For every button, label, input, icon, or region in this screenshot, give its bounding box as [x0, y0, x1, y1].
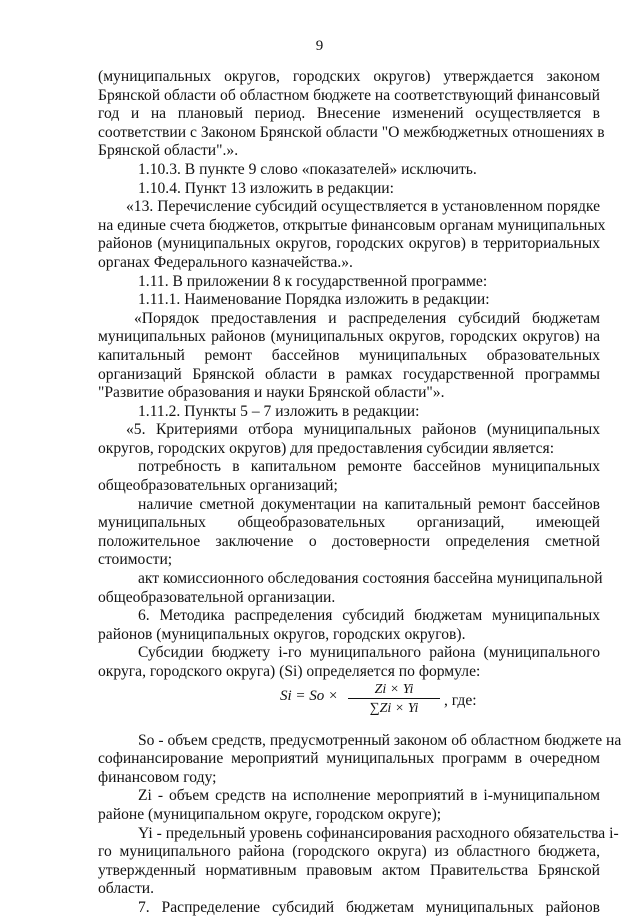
- paragraph-line: муниципальных районов (муниципальных округов, городских округов) на: [98, 328, 600, 346]
- paragraph-line: округа, городского округа) (Si) определяется по формуле:: [98, 663, 481, 680]
- paragraph-line: стоимости;: [98, 551, 173, 569]
- paragraph-line: положительное заключение о достоверности определения сметной: [98, 532, 600, 550]
- paragraph-line: 1.11.2. Пункты 5 – 7 изложить в редакции:: [138, 402, 420, 420]
- paragraph-line: Субсидии бюджету i-го муниципального района (муниципального: [138, 644, 600, 662]
- paragraph-line: финансовом году;: [98, 768, 217, 786]
- paragraph-line: районов (муниципальных округов, городских округов).: [98, 625, 466, 643]
- paragraph-line: наличие сметной документации на капитальный ремонт бассейнов: [138, 495, 600, 513]
- formula: [98, 682, 600, 732]
- paragraph-line: Zi - объем средств на исполнение мероприятий в i-муниципальном: [138, 787, 600, 805]
- paragraph-line: го муниципального района (городского округа) из областного бюджета,: [98, 843, 600, 861]
- paragraph-line: Брянской области".».: [98, 142, 239, 160]
- formula-fraction: [348, 682, 440, 719]
- paragraph-line: районе (муниципальном округе, городском округе);: [98, 805, 442, 823]
- paragraph-line: «13. Перечисление субсидий осуществляется в установленном порядке: [126, 198, 600, 216]
- paragraph-line: 1.10.3. В пункте 9 слово «показателей» исключить.: [138, 160, 477, 178]
- document-body: [98, 68, 622, 918]
- formula-denominator: ∑Zi × Yi: [369, 700, 419, 716]
- paragraph-line: Брянской области об областном бюджете на соответствующий финансовый: [98, 86, 600, 104]
- paragraph-line: So - объем средств, предусмотренный законом об областном бюджете на: [138, 731, 622, 749]
- paragraph-line: Yi - предельный уровень софинансирования расходного обязательства i-: [138, 824, 619, 842]
- paragraph-line: общеобразовательных организаций;: [98, 477, 338, 495]
- paragraph-line: «5. Критериями отбора муниципальных районов (муниципальных: [126, 421, 600, 439]
- paragraph-line: "Развитие образования и науки Брянской области"».: [98, 384, 445, 402]
- paragraph-line: районов (муниципальных округов, городских округов) в территориальных: [98, 235, 600, 253]
- paragraph-line: 7. Распределение субсидий бюджетам муниципальных районов: [138, 898, 600, 916]
- paragraph-line: округов, городских округов) для предоставления субсидии является:: [98, 439, 555, 457]
- paragraph-line: (муниципальных округов, городских округов) утверждается законом: [98, 68, 600, 85]
- formula-numerator: Zi × Yi: [348, 682, 440, 699]
- formula-lhs: Si = So ×: [280, 687, 339, 704]
- formula-suffix: , где:: [444, 691, 477, 709]
- paragraph-line: потребность в капитальном ремонте бассейнов муниципальных: [138, 458, 600, 476]
- paragraph-line: муниципальных общеобразовательных организаций, имеющей: [98, 514, 600, 532]
- paragraph-line: соответствии с Законом Брянской области "О межбюджетных отношениях в: [98, 123, 605, 141]
- paragraph-line: год и на плановый период. Внесение изменений осуществляется в: [98, 105, 600, 123]
- paragraph-line: 1.11.1. Наименование Порядка изложить в редакции:: [138, 291, 490, 309]
- page-number: 9: [315, 38, 324, 54]
- paragraph-line: на единые счета бюджетов, открытые финансовым органам муниципальных: [98, 216, 606, 234]
- paragraph-line: акт комиссионного обследования состояния бассейна муниципальной: [138, 570, 603, 588]
- paragraph-line: «Порядок предоставления и распределения субсидий бюджетам: [134, 309, 600, 327]
- paragraph-line: организаций Брянской области в рамках государственной программы: [98, 365, 600, 383]
- paragraph-line: софинансирование мероприятий муниципальных программ в очередном: [98, 750, 600, 768]
- paragraph-line: 1.10.4. Пункт 13 изложить в редакции:: [138, 179, 394, 197]
- paragraph-line: капитальный ремонт бассейнов муниципальных образовательных: [98, 346, 600, 364]
- paragraph-line: 1.11. В приложении 8 к государственной программе:: [138, 272, 488, 290]
- paragraph-line: общеобразовательной организации.: [98, 588, 336, 606]
- paragraph-line: утвержденный нормативным правовым актом Правительства Брянской: [98, 861, 600, 879]
- paragraph-line: области.: [98, 880, 155, 898]
- paragraph-line: 6. Методика распределения субсидий бюджетам муниципальных: [138, 607, 600, 625]
- paragraph-line: органах Федерального казначейства.».: [98, 253, 353, 271]
